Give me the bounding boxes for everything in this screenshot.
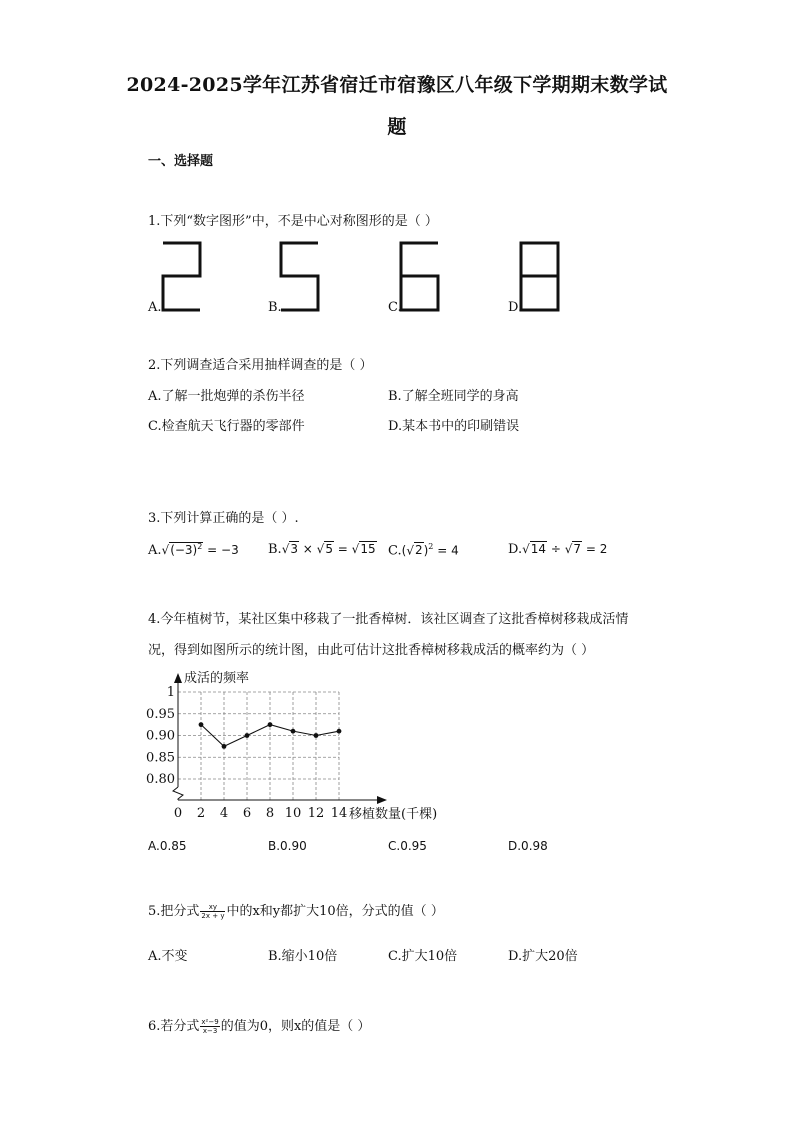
- section-heading: 一、选择题: [148, 154, 214, 169]
- data-point: [199, 722, 204, 727]
- q2-option-c: C.检查航天飞行器的零部件: [148, 419, 305, 434]
- q3-d-radicand-2: 7: [573, 542, 582, 556]
- q3-d-label: D.: [508, 542, 523, 557]
- q1-option-b-label: B.: [268, 300, 282, 315]
- q3-a-radicand: [169, 542, 203, 557]
- data-point: [291, 729, 296, 734]
- sqrt-symbol: √: [351, 542, 360, 556]
- q3-d-radicand-1: 14: [530, 542, 547, 556]
- q2-stem: 2.下列调查适合采用抽样调查的是（ ）: [148, 358, 373, 373]
- q6-stem: [148, 1015, 370, 1035]
- q4-option-d: D.0.98: [508, 839, 548, 853]
- q4-stem-line-2: 况，得到如图所示的统计图，由此可估计这批香樟树移栽成活的概率约为（ ）: [148, 643, 595, 658]
- q1-stem: 1.下列“数字图形”中，不是中心对称图形的是（ ）: [148, 214, 438, 229]
- q3-c-exponent: 2: [428, 542, 434, 551]
- q5-option-d: D.扩大20倍: [508, 949, 578, 964]
- q5-numerator: xy: [200, 903, 225, 912]
- q3-option-b: [268, 542, 377, 557]
- q3-option-c: [388, 542, 459, 558]
- y-tick-label: 0.85: [146, 750, 175, 766]
- sqrt-symbol: √: [406, 543, 414, 558]
- digit-2-figure: [160, 240, 204, 314]
- data-point: [245, 733, 250, 738]
- data-point: [268, 722, 273, 727]
- q3-c-label: C.: [388, 543, 402, 559]
- digit-5-figure: [278, 240, 322, 314]
- sqrt-symbol: √: [281, 542, 290, 556]
- q3-a-exponent: 2: [197, 542, 203, 551]
- q3-option-a: [148, 542, 239, 558]
- q3-a-result: = −3: [203, 543, 239, 557]
- x-tick-label: 2: [196, 806, 206, 821]
- q3-d-operator: ÷: [547, 542, 565, 556]
- y-axis-title: 成活的频率: [184, 671, 250, 686]
- sqrt-symbol: √: [564, 542, 573, 556]
- q5-fraction: [200, 903, 225, 920]
- q3-c-radicand: 2: [414, 543, 423, 558]
- q3-b-radicand-3: 15: [360, 542, 376, 556]
- q2-option-a: A.了解一批炮弹的杀伤半径: [148, 389, 305, 404]
- q3-b-operator: ×: [298, 542, 317, 556]
- q2-option-b: B.了解全班同学的身高: [388, 389, 519, 404]
- digit-6-figure: [398, 240, 442, 314]
- page-title-line-2: 题: [387, 116, 407, 138]
- y-tick-label: 0.80: [146, 772, 175, 787]
- q5-option-c: C.扩大10倍: [388, 949, 458, 964]
- q3-b-equals: =: [333, 542, 352, 556]
- y-tick-label: 0.95: [146, 706, 175, 722]
- x-axis-arrow: [377, 796, 387, 804]
- q6-numerator: x²−9: [201, 1018, 219, 1026]
- x-tick-label: 14: [330, 806, 348, 821]
- q3-option-d: [508, 542, 607, 557]
- page-title-line-1: 2024-2025学年江苏省宿迁市宿豫区八年级下学期期末数学试: [126, 74, 668, 96]
- y-tick-label: 0.90: [146, 728, 175, 744]
- q1-option-c-label: C.: [388, 300, 402, 315]
- q6-denominator: x−3: [202, 1027, 218, 1035]
- q3-a-radicand-text: (−3): [170, 543, 198, 557]
- q3-b-radicand-1: 3: [290, 542, 298, 556]
- q6-stem-suffix: 的值为0，则x的值是（ ）: [220, 1019, 371, 1034]
- q3-c-close-paren: ): [423, 543, 429, 558]
- x-axis-title: 移植数量(千棵): [349, 807, 438, 822]
- axis-break-zigzag: [173, 787, 183, 800]
- q5-stem-suffix: 中的x和y都扩大10倍，分式的值（ ）: [226, 904, 444, 919]
- y-tick-label: 1: [166, 685, 175, 700]
- sqrt-symbol: √: [316, 542, 325, 556]
- digit-8-figure: [518, 240, 562, 314]
- q5-stem: [148, 900, 444, 920]
- q6-stem-prefix: 6.若分式: [148, 1019, 200, 1034]
- q5-option-a: A.不变: [148, 949, 188, 964]
- x-tick-label: 12: [307, 806, 325, 821]
- q3-c-result: = 4: [433, 543, 459, 558]
- x-tick-label: 6: [242, 806, 252, 821]
- q4-option-c: C.0.95: [388, 839, 427, 853]
- q3-stem: 3.下列计算正确的是（ ）.: [148, 511, 299, 526]
- q3-a-label: A.: [148, 543, 162, 558]
- q4-option-a: A.0.85: [148, 839, 187, 853]
- x-tick-label: 4: [219, 806, 229, 821]
- data-point: [337, 729, 342, 734]
- q5-option-b: B.缩小10倍: [268, 949, 338, 964]
- q5-stem-prefix: 5.把分式: [148, 904, 200, 919]
- q5-denominator: 2x + y: [201, 912, 225, 920]
- q4-option-b: B.0.90: [268, 839, 307, 853]
- q4-stem-line-1: 4.今年植树节，某社区集中移栽了一批香樟树．该社区调查了这批香樟树移栽成活情: [148, 612, 629, 627]
- q2-option-d: D.某本书中的印刷错误: [388, 419, 520, 434]
- x-tick-label: 10: [284, 806, 302, 821]
- y-axis-arrow: [174, 673, 182, 683]
- q1-option-d-label: D.: [508, 300, 523, 315]
- sqrt-symbol: √: [522, 542, 530, 556]
- q6-fraction: [200, 1018, 219, 1035]
- x-tick-label: 8: [265, 806, 275, 821]
- q1-option-a-label: A.: [148, 300, 162, 315]
- q3-d-result: = 2: [582, 542, 608, 556]
- q3-b-label: B.: [268, 542, 282, 557]
- frequency-line-chart: [140, 665, 470, 830]
- q3-b-radicand-2: 5: [325, 542, 333, 556]
- data-point: [314, 733, 319, 738]
- data-point: [222, 744, 227, 749]
- x-tick-label: 0: [173, 806, 183, 821]
- sqrt-symbol: √: [161, 543, 170, 557]
- q3-c-open-paren: (: [401, 543, 407, 558]
